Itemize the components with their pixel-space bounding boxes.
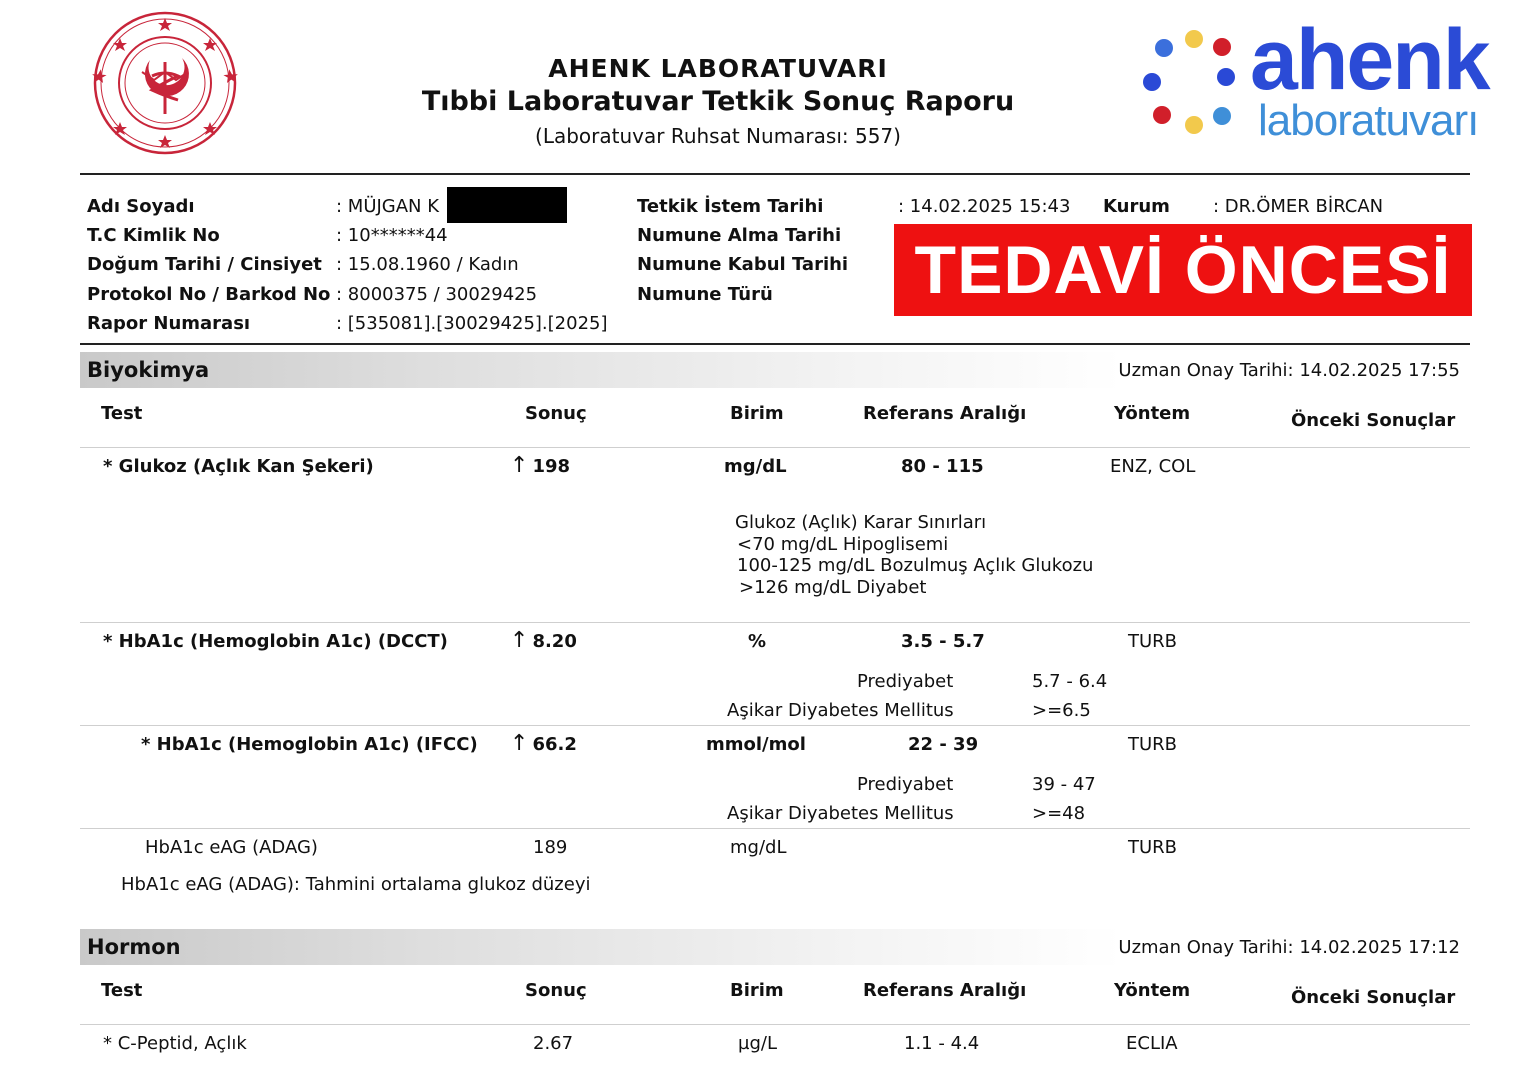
up-arrow-icon: ↑: [510, 731, 529, 756]
name-label: Adı Soyadı: [87, 196, 195, 217]
report-number-value: : [535081].[30029425].[2025]: [336, 313, 608, 334]
hormon-approval: Uzman Onay Tarihi: 14.02.2025 17:12: [1118, 937, 1460, 958]
col-unit: Birim: [730, 980, 784, 1001]
license-number: (Laboratuvar Ruhsat Numarası: 557): [535, 124, 901, 148]
glukoz-note-line: Glukoz (Açlık) Karar Sınırları: [735, 512, 987, 533]
eag-unit: mg/dL: [730, 837, 787, 858]
col-method: Yöntem: [1114, 980, 1191, 1001]
hba1c-ifcc-method: TURB: [1128, 734, 1178, 755]
glukoz-note-line: <70 mg/dL Hipoglisemi: [737, 534, 949, 555]
tc-value: : 10******44: [336, 225, 448, 246]
glukoz-unit: mg/dL: [724, 456, 787, 477]
sample-date-label: Numune Alma Tarihi: [637, 225, 842, 246]
hba1c-dcct-reference: 3.5 - 5.7: [901, 631, 985, 652]
col-unit: Birim: [730, 403, 784, 424]
biyokimya-title: Biyokimya: [87, 358, 210, 382]
glukoz-result: [510, 453, 570, 478]
accept-date-label: Numune Kabul Tarihi: [637, 254, 849, 275]
treatment-stamp: TEDAVİ ÖNCESİ: [894, 224, 1472, 316]
biyokimya-approval: Uzman Onay Tarihi: 14.02.2025 17:55: [1118, 360, 1460, 381]
report-title: Tıbbi Laboratuvar Tetkik Sonuç Raporu: [421, 86, 1015, 117]
sub-ref-value: 5.7 - 6.4: [1032, 671, 1108, 692]
dob-label: Doğum Tarihi / Cinsiyet: [87, 254, 322, 275]
brand-wordmark: ahenk: [1250, 12, 1489, 108]
eag-note: HbA1c eAG (ADAG): Tahmini ortalama glukoz düzeyi: [121, 874, 591, 895]
sub-ref-label: Prediyabet: [857, 774, 954, 795]
glukoz-method: ENZ, COL: [1110, 456, 1196, 477]
up-arrow-icon: ↑: [510, 628, 529, 653]
row-divider: [80, 828, 1470, 829]
row-divider: [80, 622, 1470, 623]
sub-ref-label: Prediyabet: [857, 671, 954, 692]
cpeptid-method: ECLIA: [1126, 1033, 1178, 1054]
glukoz-result-value: 198: [532, 456, 571, 477]
col-result: Sonuç: [525, 403, 587, 424]
cpeptid-reference: 1.1 - 4.4: [904, 1033, 980, 1054]
cpeptid-result: 2.67: [533, 1033, 574, 1054]
eag-name: HbA1c eAG (ADAG): [145, 837, 318, 858]
hba1c-ifcc-reference: 22 - 39: [908, 734, 979, 755]
glukoz-name: * Glukoz (Açlık Kan Şekeri): [103, 456, 374, 477]
glukoz-note-line: >126 mg/dL Diyabet: [739, 577, 927, 598]
info-divider: [80, 343, 1470, 345]
lab-title: AHENK LABORATUVARI: [548, 54, 888, 83]
hba1c-ifcc-result: [510, 731, 577, 756]
protocol-value: : 8000375 / 30029425: [336, 284, 538, 305]
eag-method: TURB: [1128, 837, 1178, 858]
hba1c-dcct-method: TURB: [1128, 631, 1178, 652]
hba1c-ifcc-result-value: 66.2: [532, 734, 577, 755]
glukoz-reference: 80 - 115: [901, 456, 984, 477]
sample-type-label: Numune Türü: [637, 284, 773, 305]
report-number-label: Rapor Numarası: [87, 313, 251, 334]
eag-result: 189: [533, 837, 568, 858]
cpeptid-unit: µg/L: [738, 1033, 777, 1054]
header-divider: [80, 173, 1470, 175]
col-test: Test: [101, 980, 143, 1001]
hba1c-ifcc-name: * HbA1c (Hemoglobin A1c) (IFCC): [141, 734, 478, 755]
request-date-label: Tetkik İstem Tarihi: [637, 196, 824, 217]
dob-value: : 15.08.1960 / Kadın: [336, 254, 519, 275]
col-method: Yöntem: [1114, 403, 1191, 424]
sub-ref-value: >=48: [1032, 803, 1086, 824]
col-result: Sonuç: [525, 980, 587, 1001]
institution-label: Kurum: [1103, 196, 1170, 217]
request-date-value: : 14.02.2025 15:43: [898, 196, 1071, 217]
hba1c-dcct-unit: %: [748, 631, 767, 652]
sub-ref-label: Aşikar Diyabetes Mellitus: [727, 803, 954, 824]
redaction-box: [447, 187, 567, 223]
col-reference: Referans Aralığı: [863, 403, 1027, 424]
col-previous: Önceki Sonuçlar: [1291, 987, 1456, 1008]
protocol-label: Protokol No / Barkod No: [87, 284, 331, 305]
hba1c-dcct-result: [510, 628, 577, 653]
sub-ref-value: >=6.5: [1032, 700, 1091, 721]
institution-value: : DR.ÖMER BİRCAN: [1213, 196, 1384, 217]
hba1c-ifcc-unit: mmol/mol: [706, 734, 806, 755]
col-previous: Önceki Sonuçlar: [1291, 410, 1456, 431]
hba1c-dcct-result-value: 8.20: [532, 631, 577, 652]
hormon-title: Hormon: [87, 935, 181, 959]
sub-ref-label: Aşikar Diyabetes Mellitus: [727, 700, 954, 721]
col-test: Test: [101, 403, 143, 424]
table-header-divider: [80, 1024, 1470, 1025]
glukoz-note-line: 100-125 mg/dL Bozulmuş Açlık Glukozu: [737, 555, 1094, 576]
brand-subtitle: laboratuvarı: [1258, 96, 1479, 145]
cpeptid-name: * C-Peptid, Açlık: [103, 1033, 247, 1054]
tc-label: T.C Kimlik No: [87, 225, 220, 246]
hba1c-dcct-name: * HbA1c (Hemoglobin A1c) (DCCT): [103, 631, 448, 652]
row-divider: [80, 725, 1470, 726]
col-reference: Referans Aralığı: [863, 980, 1027, 1001]
sub-ref-value: 39 - 47: [1032, 774, 1096, 795]
name-value: : MÜJGAN K: [336, 196, 440, 217]
up-arrow-icon: ↑: [510, 453, 529, 478]
table-header-divider: [80, 447, 1470, 448]
